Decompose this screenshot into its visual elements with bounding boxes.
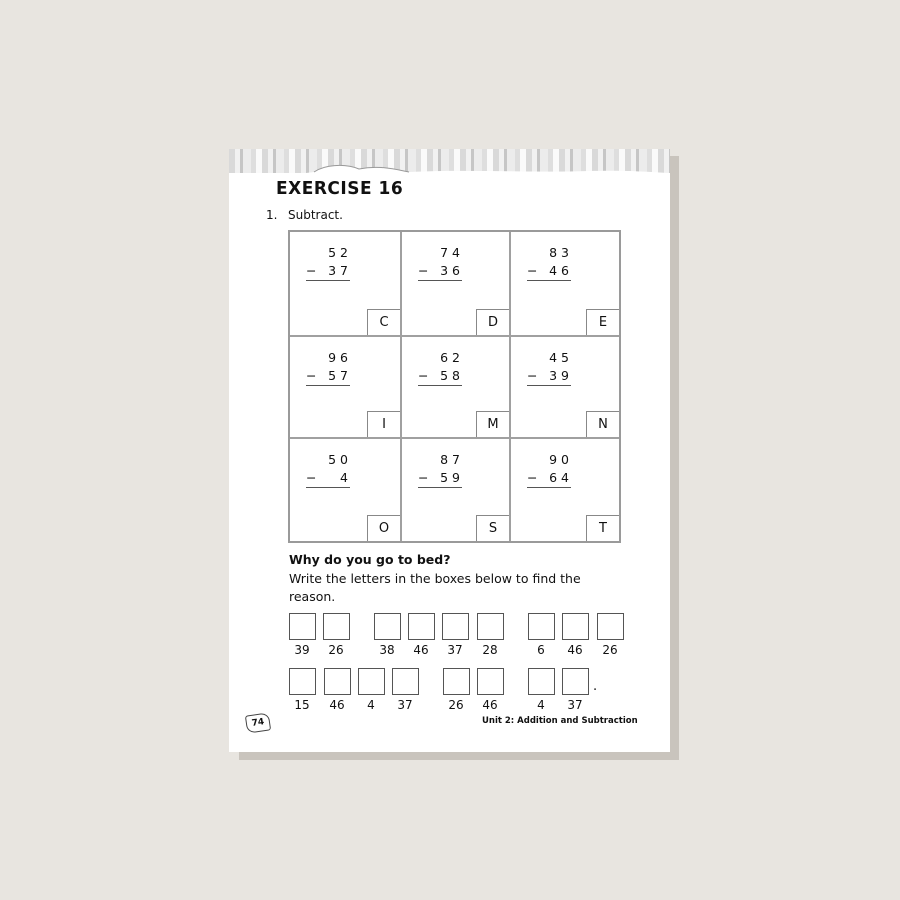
answer-box-number: 46 [482,698,498,712]
answer-box[interactable] [323,613,350,640]
answer-box-number: 4 [367,698,375,712]
subtraction-problem [511,337,619,437]
code-letter-box: I [367,411,400,437]
minus-sign: − [306,263,317,278]
answer-line [306,487,350,488]
code-letter-box: C [367,309,400,335]
answer-box-number: 15 [294,698,310,712]
code-letter-box: S [476,515,509,541]
answer-box-number: 38 [379,643,395,657]
minuend: 74 [440,245,464,260]
answer-box-number: 46 [567,643,583,657]
answer-box[interactable] [289,613,316,640]
answer-box[interactable] [442,613,469,640]
answer-box-number: 46 [329,698,345,712]
code-letter-box: N [586,411,619,437]
minus-sign: − [306,470,317,485]
sentence-period: . [593,679,598,694]
answer-box-number: 26 [328,643,344,657]
question-instruction: Subtract. [288,208,343,222]
minuend: 50 [328,452,352,467]
answer-box[interactable] [408,613,435,640]
code-letter-box: E [586,309,619,335]
minuend: 87 [440,452,464,467]
minus-sign: − [418,263,429,278]
answer-box-number: 26 [602,643,618,657]
answer-line [527,280,571,281]
answer-box-number: 39 [294,643,310,657]
unit-footer: Unit 2: Addition and Subtraction [482,716,638,726]
subtraction-problem [511,232,619,335]
answer-box[interactable] [477,613,504,640]
code-letter-box: T [586,515,619,541]
minus-sign: − [418,470,429,485]
answer-line [418,385,462,386]
answer-box[interactable] [562,668,589,695]
minuend: 83 [549,245,573,260]
subtraction-problem [290,232,400,335]
subtrahend: 37 [328,263,352,278]
minuend: 90 [549,452,573,467]
minus-sign: − [527,368,538,383]
answer-box-number: 6 [537,643,545,657]
subtraction-problem [402,232,509,335]
question-number: 1. [266,208,278,222]
answer-box[interactable] [374,613,401,640]
answer-box-number: 37 [567,698,583,712]
answer-line [527,487,571,488]
subtrahend: 36 [440,263,464,278]
subtraction-problem [511,439,619,541]
code-letter-box: O [367,515,400,541]
answer-box[interactable] [392,668,419,695]
minus-sign: − [527,470,538,485]
subtrahend: 39 [549,368,573,383]
answer-box-number: 4 [537,698,545,712]
code-letter-box: D [476,309,509,335]
subtrahend: 57 [328,368,352,383]
answer-box[interactable] [324,668,351,695]
minuend: 62 [440,350,464,365]
minuend: 45 [549,350,573,365]
answer-box[interactable] [358,668,385,695]
answer-line [306,280,350,281]
answer-line [418,487,462,488]
answer-line [306,385,350,386]
riddle-question: Why do you go to bed? [289,552,451,567]
subtrahend: 59 [440,470,464,485]
answer-box-number: 26 [448,698,464,712]
answer-box[interactable] [443,668,470,695]
answer-box[interactable] [562,613,589,640]
subtraction-problem [290,439,400,541]
answer-box-number: 46 [413,643,429,657]
answer-box-number: 28 [482,643,498,657]
exercise-title: EXERCISE 16 [276,178,404,200]
answer-box[interactable] [597,613,624,640]
subtraction-problem [290,337,400,437]
answer-line [418,280,462,281]
worksheet-page [229,149,670,752]
riddle-instruction: Write the letters in the boxes below to find the reason. [289,571,581,604]
subtrahend: 64 [549,470,573,485]
subtraction-problem [402,337,509,437]
answer-box[interactable] [477,668,504,695]
minus-sign: − [418,368,429,383]
minus-sign: − [306,368,317,383]
subtrahend: 46 [549,263,573,278]
subtraction-problem [402,439,509,541]
answer-box-number: 37 [447,643,463,657]
answer-box[interactable] [289,668,316,695]
page-number: 74 [245,712,271,733]
answer-line [527,385,571,386]
subtrahend: 58 [440,368,464,383]
code-letter-box: M [476,411,509,437]
minus-sign: − [527,263,538,278]
answer-box[interactable] [528,668,555,695]
subtrahend: 4 [340,470,352,485]
answer-box-number: 37 [397,698,413,712]
answer-box[interactable] [528,613,555,640]
minuend: 52 [328,245,352,260]
subtraction-grid [288,230,621,543]
minuend: 96 [328,350,352,365]
